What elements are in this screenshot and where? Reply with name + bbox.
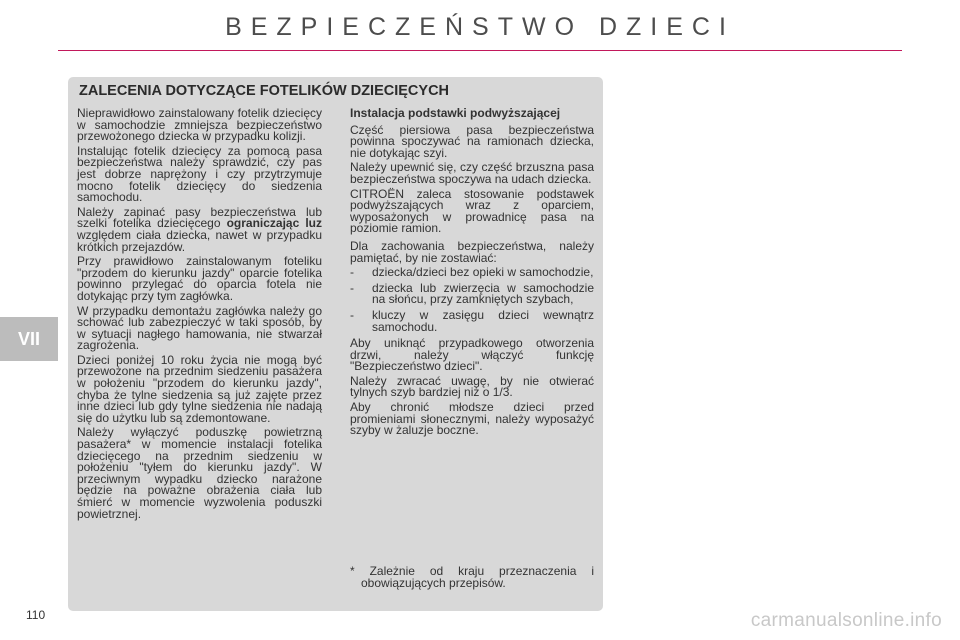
right-paragraph-4: Dla zachowania bezpieczeństwa, należy pamiętać, by nie zostawiać: <box>350 238 594 265</box>
left-paragraph-2: Instalując fotelik dziecięcy za pomocą pasa bezpieczeństwa należy sprawdzić, czy pas jest dobrze naprężony i czy przytrzymuje mocno fotelik dziecięcy do siedzenia samochodu. <box>77 143 322 205</box>
chapter-tab-label: VII <box>17 328 40 349</box>
list-item: - kluczy w zasięgu dzieci wewnątrz samochodu. <box>350 310 594 333</box>
page-number: 110 <box>26 608 46 622</box>
recommendations-panel <box>68 77 603 611</box>
left-column <box>77 108 322 523</box>
right-paragraph-3: CITROËN zaleca stosowanie podstawek podwyższających wraz z oparciem, wyposażonych w prowadnicę pasa na poziomie ramion. <box>350 186 594 236</box>
left-paragraph-6: Dzieci poniżej 10 roku życia nie mogą być przewożone na przednim siedzeniu pasażera w położeniu "przodem do kierunku jazdy", chyba że tylne siedzenia są już zajęte przez inne dzieci lub gdy tylne siedzenia nie nadają się do użytku lub są zdemontowane. <box>77 352 322 425</box>
left-paragraph-3-end: względem ciała dziecka, nawet w przypadku krótkich przejazdów. <box>77 227 322 254</box>
booster-seat-heading: Instalacja podstawki podwyższającej <box>350 106 561 120</box>
right-paragraph-2: Należy upewnić się, czy część brzuszna pasa bezpieczeństwa spoczywa na udach dziecka. <box>350 160 594 186</box>
left-paragraph-3-bold: ograniczając luz <box>226 216 322 231</box>
left-paragraph-1: Nieprawidłowo zainstalowany fotelik dziecięcy w samochodzie zmniejsza bezpieczeństwo przewożonego dziecka w przypadku kolizji. <box>77 106 322 144</box>
list-item: - dziecka lub zwierzęcia w samochodzie na słońcu, przy zamkniętych szybach, <box>350 283 594 306</box>
left-paragraph-7: Należy wyłączyć poduszkę powietrzną pasażera* w momencie instalacji fotelika dziecięcego na przednim siedzeniu w położeniu "tyłem do kierunku jazdy". W przeciwnym wypadku dziecko narażone będzie na poważne obrażenia ciała lub śmierć w momencie wyzwolenia poduszki powietrznej. <box>77 425 322 521</box>
chapter-tab <box>0 317 58 361</box>
title-divider <box>58 50 902 51</box>
watermark: carmanualsonline.info <box>750 610 942 631</box>
right-paragraph-6: Należy zwracać uwagę, by nie otwierać tylnych szyb bardziej niż o 1/3. <box>350 373 594 400</box>
left-paragraph-3-start: Należy zapinać pasy bezpieczeństwa lub szelki fotelika dziecięcego <box>77 204 322 231</box>
do-not-leave-list <box>350 267 594 333</box>
page-title: BEZPIECZEŃSTWO DZIECI <box>225 13 735 41</box>
right-column <box>350 108 594 440</box>
panel-heading: ZALECENIA DOTYCZĄCE FOTELIKÓW DZIECIĘCYCH <box>79 83 450 99</box>
list-item: - dziecka/dzieci bez opieki w samochodzie, <box>350 267 594 279</box>
footnote: * Zależnie od kraju przeznaczenia i obowiązujących przepisów. <box>350 564 594 590</box>
left-paragraph-4: Przy prawidłowo zainstalowanym foteliku "przodem do kierunku jazdy" oparcie fotelika powinno przylegać do oparcia fotela nie dotykając przy tym zagłówka. <box>77 254 322 303</box>
left-paragraph-5: W przypadku demontażu zagłówka należy go schować lub zabezpieczyć w taki sposób, by w sytuacji nagłego hamowania, nie stwarzał zagrożenia. <box>77 303 322 353</box>
right-paragraph-7: Aby chronić młodsze dzieci przed promieniami słonecznymi, należy wyposażyć szyby w żaluzje boczne. <box>350 400 594 438</box>
left-paragraph-3 <box>77 204 322 254</box>
right-paragraph-5: Aby uniknąć przypadkowego otworzenia drzwi, należy włączyć funkcję "Bezpieczeństwo dzieci". <box>350 336 594 374</box>
right-paragraph-1: Część piersiowa pasa bezpieczeństwa powinna spoczywać na ramionach dziecka, nie dotykając szyi. <box>350 122 594 160</box>
